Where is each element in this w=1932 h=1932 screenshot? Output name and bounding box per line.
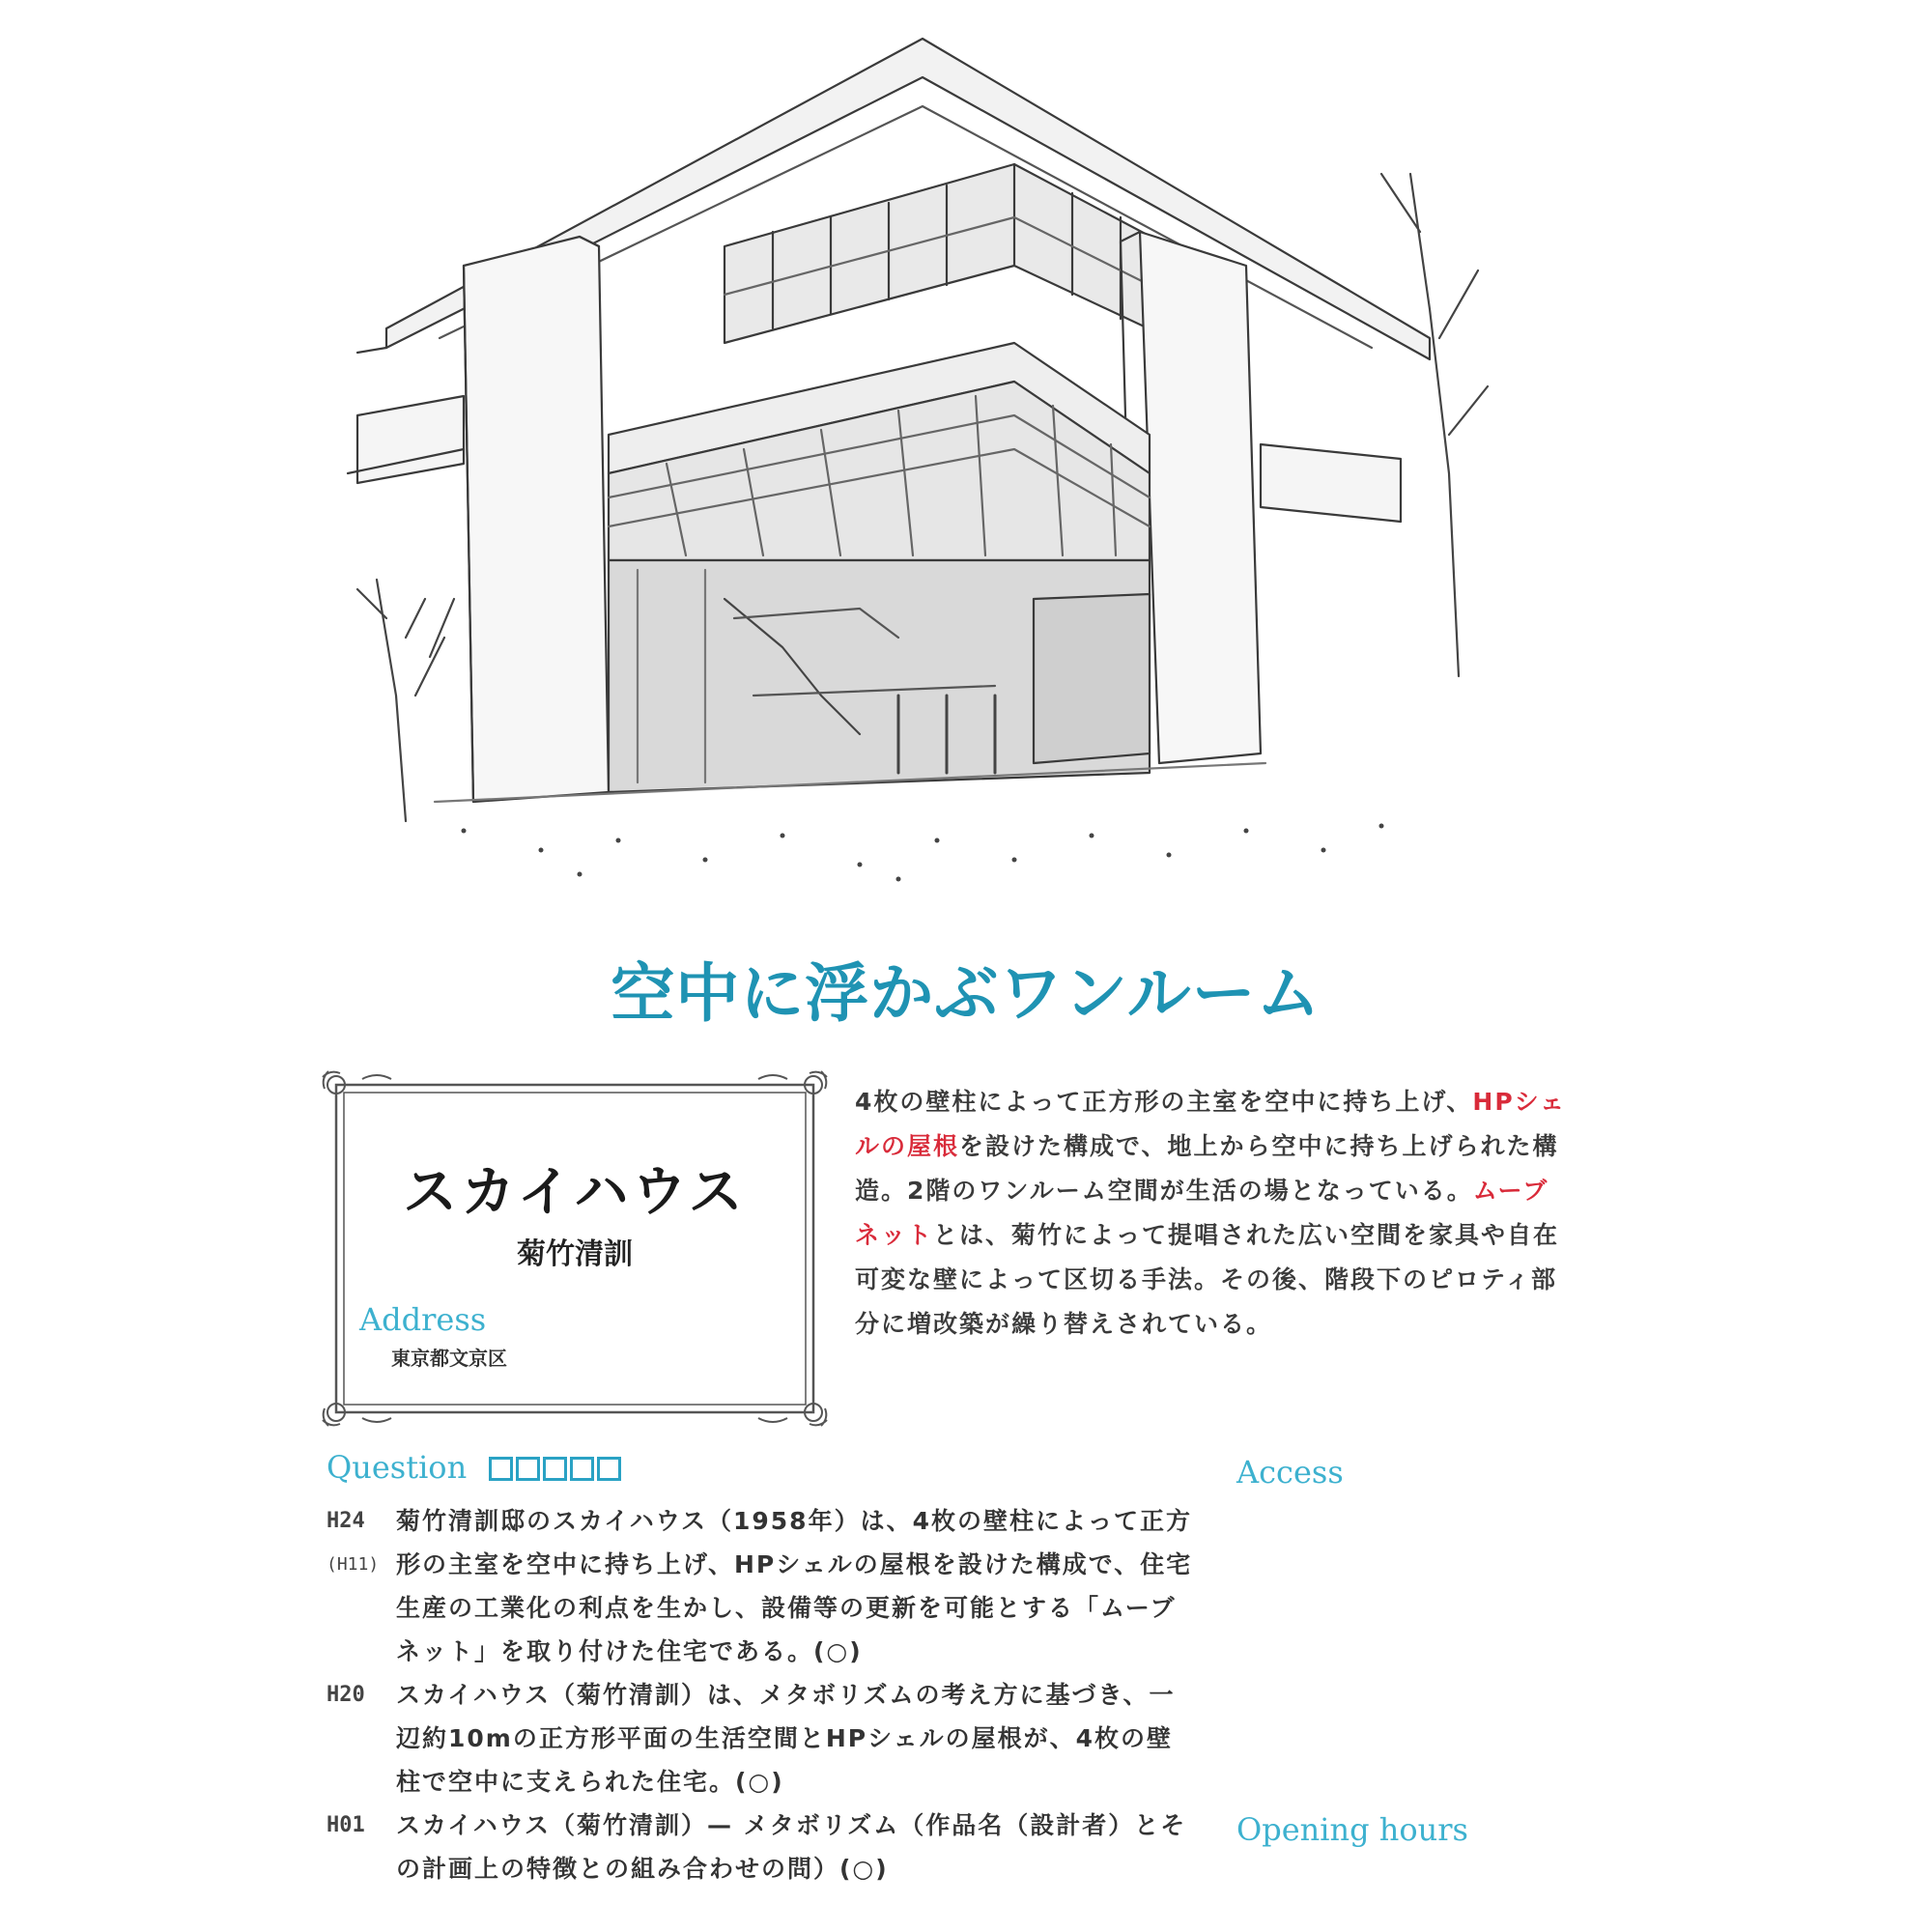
address-label: Address bbox=[359, 1301, 487, 1338]
description-text-1: 4枚の壁柱によって正方形の主室を空中に持ち上げ、 bbox=[855, 1088, 1473, 1116]
access-label: Access bbox=[1236, 1454, 1344, 1491]
question-label: Question bbox=[327, 1449, 468, 1486]
question-year-sub: (H11) bbox=[327, 1554, 380, 1575]
question-text: 菊竹清訓邸のスカイハウス（1958年）は、4枚の壁柱によって正方形の主室を空中に持ち上げ、HPシェルの屋根を設けた構成で、住宅生産の工業化の利点を生かし、設備等の更新を可能とする「ムーブネット」を取り付けた住宅である。(○) bbox=[396, 1507, 1193, 1665]
question-checkboxes bbox=[489, 1457, 621, 1481]
question-year: H20 bbox=[327, 1683, 365, 1707]
description-text-3: とは、菊竹によって提唱された広い空間を家具や自在可変な壁によって区切る手法。その後、階段下のピロティ部分に増改築が繰り替えされている。 bbox=[855, 1221, 1560, 1338]
opening-hours-label: Opening hours bbox=[1236, 1811, 1468, 1848]
address-value: 東京都文京区 bbox=[391, 1347, 507, 1370]
check-box[interactable] bbox=[570, 1457, 594, 1481]
building-sketch bbox=[319, 19, 1507, 889]
question-year: H24 bbox=[327, 1509, 365, 1533]
title-card bbox=[319, 1067, 831, 1430]
check-box[interactable] bbox=[543, 1457, 567, 1481]
question-item bbox=[327, 1673, 1196, 1804]
highlight-hp-shell-roof: HPシェルの屋根 bbox=[855, 1088, 1567, 1160]
check-box[interactable] bbox=[597, 1457, 621, 1481]
question-item bbox=[327, 1499, 1196, 1673]
description-text-2: を設けた構成で、地上から空中に持ち上げられた構造。2階のワンルーム空間が生活の場となっている。 bbox=[855, 1132, 1559, 1205]
architect-name: 菊竹清訓 bbox=[517, 1237, 633, 1271]
description-paragraph bbox=[855, 1080, 1570, 1347]
building-name: スカイハウス bbox=[403, 1161, 747, 1224]
question-text: スカイハウス（菊竹清訓）— メタボリズム（作品名（設計者）とその計画上の特徴との組み合わせの問）(○) bbox=[396, 1811, 1187, 1883]
check-box[interactable] bbox=[489, 1457, 513, 1481]
page-headline: 空中に浮かぶワンルーム bbox=[611, 956, 1321, 1031]
question-list bbox=[327, 1499, 1196, 1890]
question-item bbox=[327, 1804, 1196, 1890]
check-box[interactable] bbox=[516, 1457, 540, 1481]
question-text: スカイハウス（菊竹清訓）は、メタボリズムの考え方に基づき、一辺約10mの正方形平面の生活空間とHPシェルの屋根が、4枚の壁柱で空中に支えられた住宅。(○) bbox=[396, 1681, 1176, 1796]
highlight-move-net: ムーブネット bbox=[855, 1177, 1549, 1249]
question-year: H01 bbox=[327, 1813, 365, 1837]
